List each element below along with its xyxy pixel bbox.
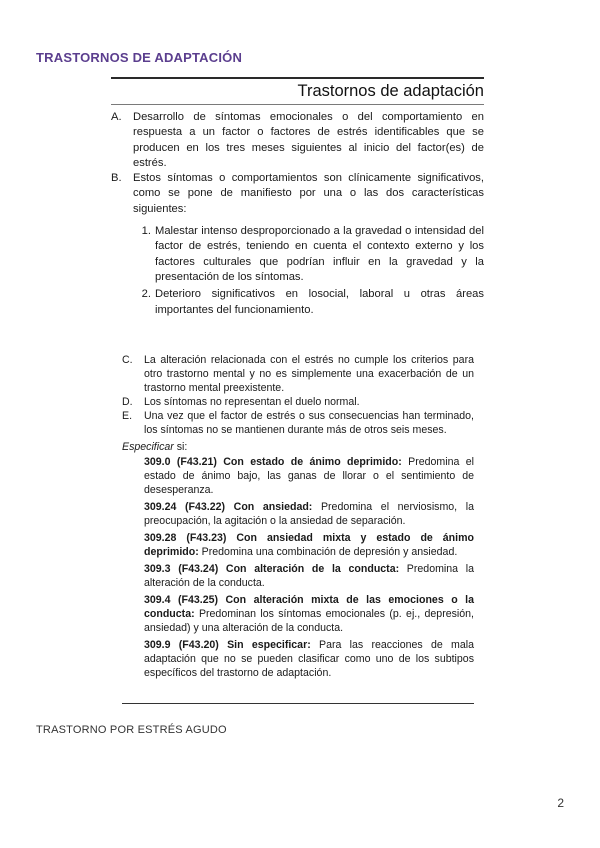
criterion-b-item-2 [133, 287, 484, 318]
box-bottom-rule [122, 703, 474, 704]
specifier-text: Predomina la alteración de la conducta. [144, 563, 474, 589]
specifier-item [144, 638, 474, 680]
specifier-item [144, 531, 474, 559]
specifier-code: 309.24 (F43.22) Con ansiedad: [144, 501, 313, 513]
criterion-a [111, 110, 484, 171]
criterion-text: Estos síntomas o comportamientos son clínicamente significativos, como se pone de manifiesto por una o las dos características siguientes: [133, 172, 484, 215]
criterion-label: D. [122, 396, 133, 408]
criteria-block-bottom [122, 353, 474, 680]
specifier-code: 309.0 (F43.21) Con estado de ánimo deprimido: [144, 456, 402, 468]
specify-suffix: si: [173, 441, 188, 453]
section-header: TRASTORNOS DE ADAPTACIÓN [36, 50, 243, 65]
subitem-text: Malestar intenso desproporcionado a la gravedad o intensidad del factor de estrés, teniendo en cuenta el contexto externo y los factores culturales que podrían influir en la gravedad y la presentación de los síntomas. [155, 225, 484, 283]
subitem-label: 1. [141, 225, 151, 238]
specifier-text: Predomina el estado de ánimo bajo, las ganas de llorar o el sentimiento de desesperanza. [144, 456, 474, 496]
specifier-text: Predomina una combinación de depresión y ansiedad. [198, 546, 458, 558]
criterion-text: Una vez que el factor de estrés o sus consecuencias han terminado, los síntomas no se mantienen durante más de otros seis meses. [144, 410, 474, 436]
box-title: Trastornos de adaptación [297, 82, 484, 100]
criterion-label: C. [122, 354, 133, 366]
specifier-text: Predominan los síntomas emocionales (p. ej., depresión, ansiedad) y una alteración de la conducta. [144, 608, 474, 634]
subitem-label: 2. [141, 288, 151, 301]
criterion-text: La alteración relacionada con el estrés no cumple los criterios para otro trastorno mental y no es simplemente una exacerbación de un trastorno mental preexistente. [144, 354, 474, 394]
specifier-code: 309.4 (F43.25) Con alteración mixta de las emociones o la conducta: [144, 594, 474, 620]
specifier-item [144, 562, 474, 590]
criterion-b [111, 171, 484, 217]
specifier-item [144, 500, 474, 528]
criterion-label: A. [111, 111, 122, 123]
specifier-text: Para las reacciones de mala adaptación que no se pueden clasificar como uno de los subtipos específicos del trastorno de adaptación. [144, 639, 474, 679]
subitem-text: Deterioro significativos en losocial, laboral u otras áreas importantes del funcionamiento. [155, 288, 484, 316]
specifier-item [144, 593, 474, 635]
next-section-heading: TRASTORNO POR ESTRÉS AGUDO [36, 724, 227, 736]
specifier-item [144, 455, 474, 497]
specifier-code: 309.9 (F43.20) Sin especificar: [144, 639, 311, 651]
criterion-text: Los síntomas no representan el duelo normal. [144, 396, 360, 408]
criterion-text: Desarrollo de síntomas emocionales o del comportamiento en respuesta a un factor o factores de estrés identificables que se producen en los tres meses siguientes al inicio del factor(es) de estrés. [133, 111, 484, 169]
box-title-rule [111, 104, 484, 105]
specify-heading [122, 440, 474, 454]
criterion-b-item-1 [133, 224, 484, 285]
box-top-rule [111, 77, 484, 79]
criterion-e [122, 409, 474, 437]
specifier-code: 309.3 (F43.24) Con alteración de la conducta: [144, 563, 400, 575]
specifier-code: 309.28 (F43.23) Con ansiedad mixta y estado de ánimo deprimido: [144, 532, 474, 558]
criterion-d [122, 395, 474, 409]
criterion-c [122, 353, 474, 395]
criterion-label: E. [122, 410, 133, 422]
specify-label: Especificar [122, 441, 174, 453]
page-number: 2 [557, 796, 564, 810]
criteria-block-top [111, 110, 484, 318]
specifier-text: Predomina el nerviosismo, la preocupación, la agitación o la ansiedad de separación. [144, 501, 474, 527]
criterion-label: B. [111, 172, 122, 185]
